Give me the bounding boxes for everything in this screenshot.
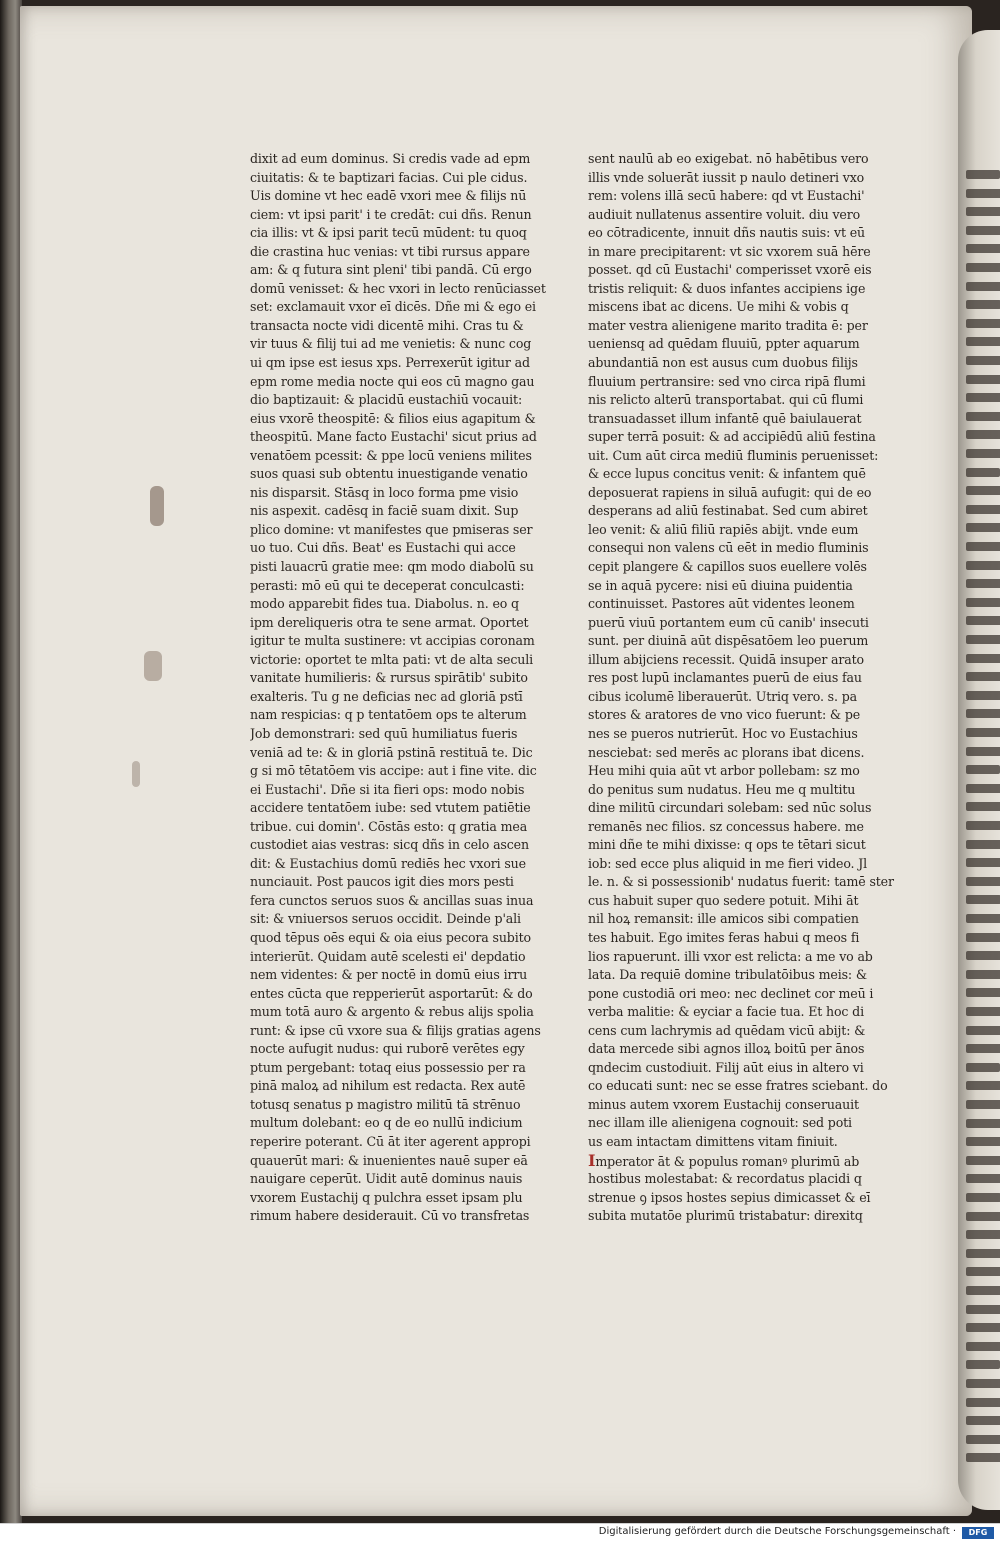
facing-text-line bbox=[966, 542, 1000, 551]
footer-bar bbox=[0, 1523, 1000, 1542]
dfg-logo: DFG bbox=[962, 1527, 994, 1539]
text-line: g si mō tētatōem vis accipe: aut i fine vite. dic bbox=[250, 763, 537, 779]
facing-text-line bbox=[966, 709, 1000, 718]
facing-page-edge bbox=[958, 30, 1000, 1510]
facing-text-line bbox=[966, 356, 1000, 365]
text-line: nauigare ceperūt. Uidit autē dominus nauis bbox=[250, 1171, 523, 1187]
text-line: transuadasset illum infantē quē baiulauerat bbox=[588, 410, 862, 426]
facing-text-line bbox=[966, 895, 1000, 904]
text-line: ei Eustachi'. Dñe si ita fieri ops: modo nobis bbox=[250, 781, 525, 797]
text-line: cia illis: vt & ipsi parit tecū mūdent: tu quoq bbox=[250, 225, 527, 241]
text-line: fluuium pertransire: sed vno circa ripā flumi bbox=[588, 373, 866, 389]
ink-stain bbox=[144, 651, 162, 681]
facing-text-line bbox=[966, 337, 1000, 346]
text-line: rimum habere desiderauit. Cū vo transfretas bbox=[250, 1208, 530, 1224]
text-line: uit. Cum aūt circa mediū fluminis peruenisset: bbox=[588, 447, 879, 463]
text-line: audiuit nullatenus assentire voluit. diu vero bbox=[588, 206, 861, 222]
facing-text-line bbox=[966, 1379, 1000, 1388]
facing-text-line bbox=[966, 1193, 1000, 1202]
text-line: pisti lauacrū gratie mee: qm modo diabolū su bbox=[250, 559, 534, 575]
text-line: nec illam ille alienigena cognouit: sed poti bbox=[588, 1115, 852, 1131]
ink-stain bbox=[150, 486, 164, 526]
text-line: Uis domine vt hec eadē vxori mee & filijs nū bbox=[250, 188, 527, 204]
facing-text-line bbox=[966, 802, 1000, 811]
facing-text-line bbox=[966, 728, 1000, 737]
text-line: lios rapuerunt. illi vxor est relicta: a me vo ab bbox=[588, 948, 873, 964]
facing-text-line bbox=[966, 970, 1000, 979]
text-line: quod tēpus oēs equi & oia eius pecora subito bbox=[250, 929, 531, 945]
facing-text-line bbox=[966, 1100, 1000, 1109]
text-line: accidere tentatōem iube: sed vtutem patiētie bbox=[250, 800, 531, 816]
text-line: nunciauit. Post paucos igit dies mors pesti bbox=[250, 874, 514, 890]
facing-text-line bbox=[966, 412, 1000, 421]
text-line: pone custodiā ori meo: nec declinet cor meū i bbox=[588, 985, 874, 1001]
facing-text-line bbox=[966, 393, 1000, 402]
text-line: vxorem Eustachij q pulchra esset ipsam plu bbox=[250, 1189, 523, 1205]
text-line: leo venit: & aliū filiū rapiēs abijt. vnde eum bbox=[588, 521, 859, 537]
facing-text-line bbox=[966, 598, 1000, 607]
text-line: Heu mihi quia aūt vt arbor pollebam: sz mo bbox=[588, 763, 860, 779]
text-line: nis relicto alterū transportabat. qui cū flumi bbox=[588, 392, 864, 408]
text-line: consequi non valens cū eēt in medio fluminis bbox=[588, 540, 869, 556]
text-line: tribue. cui domin'. Cōstās esto: q gratia mea bbox=[250, 818, 528, 834]
facing-text-line bbox=[966, 840, 1000, 849]
text-line: domū venisset: & hec vxori in lecto renūciasset bbox=[250, 280, 546, 296]
text-line: ipm dereliqueris otra te sene armat. Oportet bbox=[250, 614, 529, 630]
text-line: epm rome media nocte qui eos cū magno gau bbox=[250, 373, 535, 389]
text-line: entes cūcta que repperierūt asportarūt: & do bbox=[250, 985, 533, 1001]
text-line: plico domine: vt manifestes que pmiseras ser bbox=[250, 521, 533, 537]
text-line: abundantiā non est ausus cum duobus filijs bbox=[588, 355, 858, 371]
facing-text-line bbox=[966, 1305, 1000, 1314]
facing-text-line bbox=[966, 1156, 1000, 1165]
facing-text-line bbox=[966, 1249, 1000, 1258]
facing-text-line bbox=[966, 821, 1000, 830]
text-line: iob: sed ecce plus aliquid in me fieri video. Jl bbox=[588, 855, 868, 871]
text-line: fera cunctos seruos suos & ancillas suas inua bbox=[250, 892, 534, 908]
text-line: eius vxorē theospitē: & filios eius agapitum & bbox=[250, 410, 536, 426]
text-line: minus autem vxorem Eustachij conseruauit bbox=[588, 1096, 859, 1112]
text-line: puerū viuū portantem eum cū canib' insecuti bbox=[588, 614, 869, 630]
book-left-edge bbox=[0, 0, 22, 1523]
text-line: mater vestra alienigene marito tradita ē: per bbox=[588, 317, 868, 333]
facing-text-line bbox=[966, 505, 1000, 514]
text-line: nocte aufugit nudus: qui ruborē verētes egy bbox=[250, 1041, 525, 1057]
text-line: quauerūt mari: & inuenientes nauē super eā bbox=[250, 1152, 528, 1168]
facing-text-line bbox=[966, 430, 1000, 439]
text-line: am: & q futura sint pleni' tibi pandā. Cū ergo bbox=[250, 262, 532, 278]
text-line: tristis reliquit: & duos infantes accipiens ige bbox=[588, 280, 866, 296]
text-line: theospitū. Mane facto Eustachi' sicut prius ad bbox=[250, 429, 537, 445]
text-line: victorie: oportet te mlta pati: vt de alta seculi bbox=[250, 651, 533, 667]
text-line: sit: & vniuersos seruos occidit. Deinde p'ali bbox=[250, 911, 521, 927]
text-line: le. n. & si possessionib' nudatus fuerit: tamē ster bbox=[588, 874, 894, 890]
facing-text-line bbox=[966, 1360, 1000, 1369]
facing-text-line bbox=[966, 300, 1000, 309]
facing-text-line bbox=[966, 1044, 1000, 1053]
text-line: co educati sunt: nec se esse fratres sciebant. do bbox=[588, 1078, 888, 1094]
facing-text-line bbox=[966, 319, 1000, 328]
text-line: pinā maloꝝ ad nihilum est redacta. Rex autē bbox=[250, 1078, 526, 1094]
text-line: vanitate humilieris: & rursus spirātib' subito bbox=[250, 670, 528, 686]
facing-text-line bbox=[966, 784, 1000, 793]
text-line: ciuitatis: & te baptizari facias. Cui ple cidus. bbox=[250, 169, 528, 185]
text-line: us eam intactam dimittens vitam finiuit. bbox=[588, 1133, 838, 1149]
text-line: rem: volens illā secū habere: qd vt Eustachi' bbox=[588, 188, 865, 204]
text-line: ui qm ipse est iesus xps. Perrexerūt igitur ad bbox=[250, 355, 530, 371]
text-column-right bbox=[588, 150, 908, 1226]
facing-text-line bbox=[966, 207, 1000, 216]
facing-text-line bbox=[966, 635, 1000, 644]
text-line: runt: & ipse cū vxore sua & filijs gratias agens bbox=[250, 1022, 541, 1038]
facing-text-line bbox=[966, 765, 1000, 774]
text-line: mum totā auro & argento & rebus alijs spolia bbox=[250, 1004, 534, 1020]
text-line: igitur te multa sustinere: vt accipias coronam bbox=[250, 633, 535, 649]
facing-text-line bbox=[966, 170, 1000, 179]
text-line: venatōem pcessit: & ppe locū veniens milites bbox=[250, 447, 532, 463]
facing-text-line bbox=[966, 468, 1000, 477]
facing-text-line bbox=[966, 988, 1000, 997]
text-line: illum abijciens recessit. Quidā insuper arato bbox=[588, 651, 864, 667]
text-line: cibus icolumē liberauerūt. Utriq vero. s. pa bbox=[588, 688, 857, 704]
text-line: totusq senatus p magistro militū tā strēnuo bbox=[250, 1096, 521, 1112]
facing-text-line bbox=[966, 579, 1000, 588]
text-line: in mare precipitarent: vt sic vxorem suā hēre bbox=[588, 243, 871, 259]
text-line: lata. Da requiē domine tribulatōibus meis: & bbox=[588, 967, 867, 983]
facing-text-line bbox=[966, 691, 1000, 700]
text-column-left bbox=[250, 150, 570, 1226]
facing-text-line bbox=[966, 654, 1000, 663]
text-line: se in aquā pycere: nisi eū diuina puidentia bbox=[588, 577, 853, 593]
text-line: Job demonstrari: sed quū humiliatus fueris bbox=[250, 725, 518, 741]
facing-text-line bbox=[966, 858, 1000, 867]
text-line: nil hoꝝ remansit: ille amicos sibi compatien bbox=[588, 911, 859, 927]
facing-text-line bbox=[966, 1063, 1000, 1072]
facing-text-line bbox=[966, 1026, 1000, 1035]
text-line: stores & aratores de vno vico fuerunt: & pe bbox=[588, 707, 861, 723]
facing-text-line bbox=[966, 449, 1000, 458]
text-line: res post lupū inclamantes puerū de eius fau bbox=[588, 670, 862, 686]
text-line: veniā ad te: & in gloriā pstinā restituā te. Dic bbox=[250, 744, 533, 760]
facing-text-line bbox=[966, 375, 1000, 384]
facing-text-line bbox=[966, 282, 1000, 291]
facing-text-line bbox=[966, 672, 1000, 681]
text-line: sent naulū ab eo exigebat. nō habētibus vero bbox=[588, 151, 869, 166]
text-line: multum dolebant: eo q de eo nullū indicium bbox=[250, 1115, 523, 1131]
text-line: posset. qd cū Eustachi' comperisset vxorē eis bbox=[588, 262, 872, 278]
text-line: Imperator āt & populus romanꝰ plurimū ab bbox=[588, 1151, 860, 1170]
facing-text-line bbox=[966, 1398, 1000, 1407]
text-line: deposuerat rapiens in siluā aufugit: qui de eo bbox=[588, 484, 872, 500]
text-line: remanēs nec filios. sz concessus habere. me bbox=[588, 818, 864, 834]
text-line: nesciebat: sed merēs ac plorans ibat dicens. bbox=[588, 744, 865, 760]
text-line: nem videntes: & per noctē in domū eius irru bbox=[250, 967, 528, 983]
text-line: verba malitie: & eyciar a facie tua. Et hoc di bbox=[588, 1004, 864, 1020]
text-line: set: exclamauit vxor eī dicēs. Dñe mi & ego ei bbox=[250, 299, 536, 315]
text-line: desperans ad aliū festinabat. Sed cum abiret bbox=[588, 503, 868, 519]
text-line: cens cum lachrymis ad quēdam vicū abijt: & bbox=[588, 1022, 866, 1038]
text-line: modo apparebit fides tua. Diabolus. n. eo q bbox=[250, 596, 519, 612]
facing-text-line bbox=[966, 747, 1000, 756]
text-line: reperire poterant. Cū āt iter agerent appropi bbox=[250, 1133, 531, 1149]
facing-text-line bbox=[966, 1230, 1000, 1239]
text-line: illis vnde soluerāt iussit p naulo detineri vxo bbox=[588, 169, 865, 185]
text-line: nes se pueros nutrierūt. Hoc vo Eustachius bbox=[588, 725, 858, 741]
text-line: & ecce lupus concitus venit: & infantem quē bbox=[588, 466, 866, 482]
footer-credit-text: Digitalisierung gefördert durch die Deutsche Forschungsgemeinschaft · bbox=[598, 1526, 956, 1537]
text-line: miscens ibat ac dicens. Ue mihi & vobis q bbox=[588, 299, 849, 315]
text-line: dine militū circundari solebam: sed nūc solus bbox=[588, 800, 872, 816]
text-line: ciem: vt ipsi parit' i te credāt: cui dñs. Renun bbox=[250, 206, 532, 222]
facing-text-line bbox=[966, 523, 1000, 532]
facing-text-line bbox=[966, 486, 1000, 495]
facing-text-line bbox=[966, 1137, 1000, 1146]
text-line: tes habuit. Ego imites feras habui q meos fi bbox=[588, 929, 860, 945]
text-line: ptum pergebant: totaq eius possessio per ra bbox=[250, 1059, 526, 1075]
facing-text-line bbox=[966, 1286, 1000, 1295]
text-line: nis disparsit. Stāsq in loco forma pme visio bbox=[250, 484, 519, 500]
facing-text-line bbox=[966, 877, 1000, 886]
text-line: interierūt. Quidam autē scelesti ei' depdatio bbox=[250, 948, 526, 964]
text-line: dio baptizauit: & placidū eustachiū vocauit: bbox=[250, 392, 523, 408]
text-line: continuisset. Pastores aūt videntes leonem bbox=[588, 596, 855, 612]
text-line: super terrā posuit: & ad accipiēdū aliū festina bbox=[588, 429, 876, 445]
text-line: perasti: mō eū qui te deceperat conculcasti: bbox=[250, 577, 525, 593]
text-line: data mercede sibi agnos illoꝝ boitū per ānos bbox=[588, 1041, 865, 1057]
facing-text-line bbox=[966, 244, 1000, 253]
facing-text-line bbox=[966, 951, 1000, 960]
facing-text-line bbox=[966, 263, 1000, 272]
facing-text-line bbox=[966, 1007, 1000, 1016]
text-line: subita mutatōe plurimū tristabatur: direxitq bbox=[588, 1208, 863, 1224]
facing-text-line bbox=[966, 1453, 1000, 1462]
text-line: custodiet aias vestras: sicq dñs in celo ascen bbox=[250, 837, 529, 853]
text-line: exalteris. Tu g ne deficias nec ad gloriā pstī bbox=[250, 688, 523, 704]
facing-text-line bbox=[966, 1212, 1000, 1221]
facing-text-line bbox=[966, 1267, 1000, 1276]
text-line: die crastina huc venias: vt tibi rursus appare bbox=[250, 243, 530, 259]
text-line: uo tuo. Cui dñs. Beat' es Eustachi qui acce bbox=[250, 540, 516, 556]
facing-text-line bbox=[966, 616, 1000, 625]
text-line: hostibus molestabat: & recordatus placidi q bbox=[588, 1171, 862, 1187]
facing-text-line bbox=[966, 1416, 1000, 1425]
facing-text-line bbox=[966, 1174, 1000, 1183]
rubricated-initial: I bbox=[588, 1151, 596, 1170]
ink-stain bbox=[132, 761, 140, 787]
text-line: cepit plangere & capillos suos euellere volēs bbox=[588, 559, 867, 575]
text-line: strenue ꝯ ipsos hostes sepius dimicasset & eī bbox=[588, 1189, 871, 1205]
facing-text-line bbox=[966, 226, 1000, 235]
text-line: transacta nocte vidi dicentē mihi. Cras tu & bbox=[250, 317, 524, 333]
text-line: dit: & Eustachius domū rediēs hec vxori sue bbox=[250, 855, 526, 871]
text-line: suos quasi sub obtentu inuestigande venatio bbox=[250, 466, 528, 482]
facing-text-line bbox=[966, 1342, 1000, 1351]
facing-text-line bbox=[966, 1081, 1000, 1090]
text-line: vir tuus & filij tui ad me venietis: & nunc cog bbox=[250, 336, 532, 352]
text-line: eo cōtradicente, innuit dñs nautis suis: vt eū bbox=[588, 225, 866, 241]
text-line: nam respicias: q p tentatōem ops te alterum bbox=[250, 707, 527, 723]
text-line: nis aspexit. cadēsq in faciē suam dixit. Sup bbox=[250, 503, 519, 519]
text-line: do penitus sum nudatus. Heu me q multitu bbox=[588, 781, 856, 797]
text-line: cus habuit super quo sedere potuit. Mihi āt bbox=[588, 892, 859, 908]
text-line: mini dñe te mihi dixisse: q ops te tētari sicut bbox=[588, 837, 866, 853]
facing-text-line bbox=[966, 1323, 1000, 1332]
facing-text-line bbox=[966, 561, 1000, 570]
text-line: dixit ad eum dominus. Si credis vade ad epm bbox=[250, 151, 531, 166]
facing-text-line bbox=[966, 933, 1000, 942]
facing-text-line bbox=[966, 1119, 1000, 1128]
facing-text-line bbox=[966, 1435, 1000, 1444]
text-line: ueniensq ad quēdam fluuiū, ppter aquarum bbox=[588, 336, 860, 352]
text-line: sunt. per diuinā aūt dispēsatōem leo puerum bbox=[588, 633, 869, 649]
facing-text-line bbox=[966, 914, 1000, 923]
text-line: qndecim custodiuit. Filij aūt eius in altero vi bbox=[588, 1059, 864, 1075]
facing-text-line bbox=[966, 189, 1000, 198]
